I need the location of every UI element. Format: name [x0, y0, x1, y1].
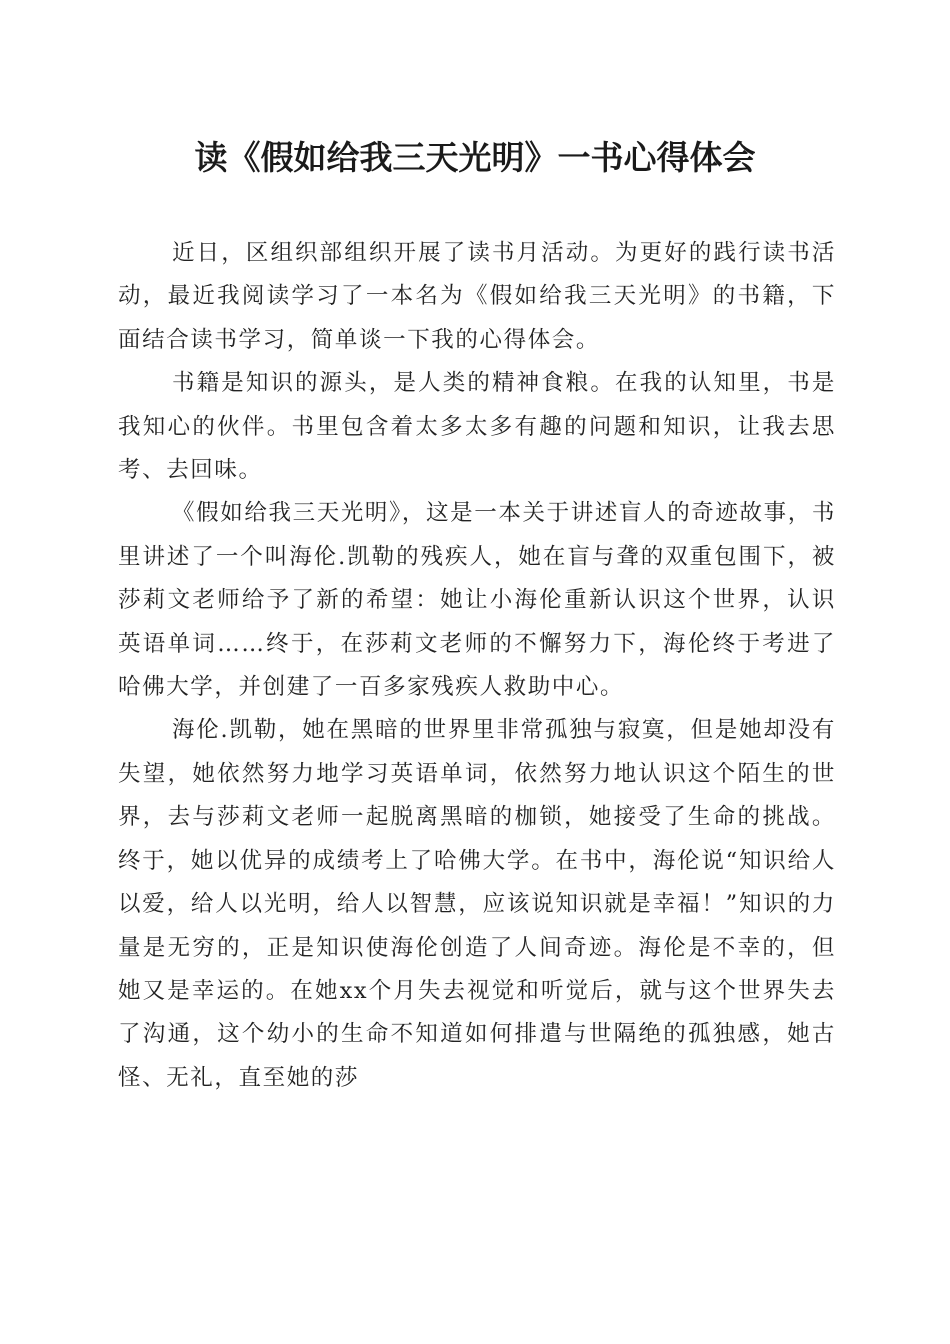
- paragraph-1: 近日，区组织部组织开展了读书月活动。为更好的践行读书活动，最近我阅读学习了一本名为《假如给我三天光明》的书籍，下面结合读书学习，简单谈一下我的心得体会。: [118, 240, 836, 353]
- paragraph-4: 海伦.凯勒，她在黑暗的世界里非常孤独与寂寞，但是她却没有失望，她依然努力地学习英语单词，依然努力地认识这个陌生的世界，去与莎莉文老师一起脱离黑暗的枷锁，她接受了生命的挑战。终于，她以优异的成绩考上了哈佛大学。在书中，海伦说“知识给人以爱，给人以光明，给人以智慧，应该说知识就是幸福！”知识的力量是无穷的，正是知识使海伦创造了人间奇迹。海伦是不幸的，但她又是幸运的。在她xx个月失去视觉和听觉后，就与这个世界失去了沟通，这个幼小的生命不知道如何排遣与世隔绝的孤独感，她古怪、无礼，直至她的莎: [118, 717, 836, 1091]
- paragraph-3: 《假如给我三天光明》，这是一本关于讲述盲人的奇迹故事，书里讲述了一个叫海伦.凯勒的残疾人，她在盲与聋的双重包围下，被莎莉文老师给予了新的希望：她让小海伦重新认识这个世界，认识英语单词……终于，在莎莉文老师的不懈努力下，海伦终于考进了哈佛大学，并创建了一百多家残疾人救助中心。: [118, 500, 836, 701]
- document-body: [118, 232, 836, 1100]
- paragraph-2: 书籍是知识的源头，是人类的精神食粮。在我的认知里，书是我知心的伙伴。书里包含着太多太多有趣的问题和知识，让我去思考、去回味。: [118, 370, 836, 484]
- document-title: 读《假如给我三天光明》一书心得体会: [194, 138, 756, 177]
